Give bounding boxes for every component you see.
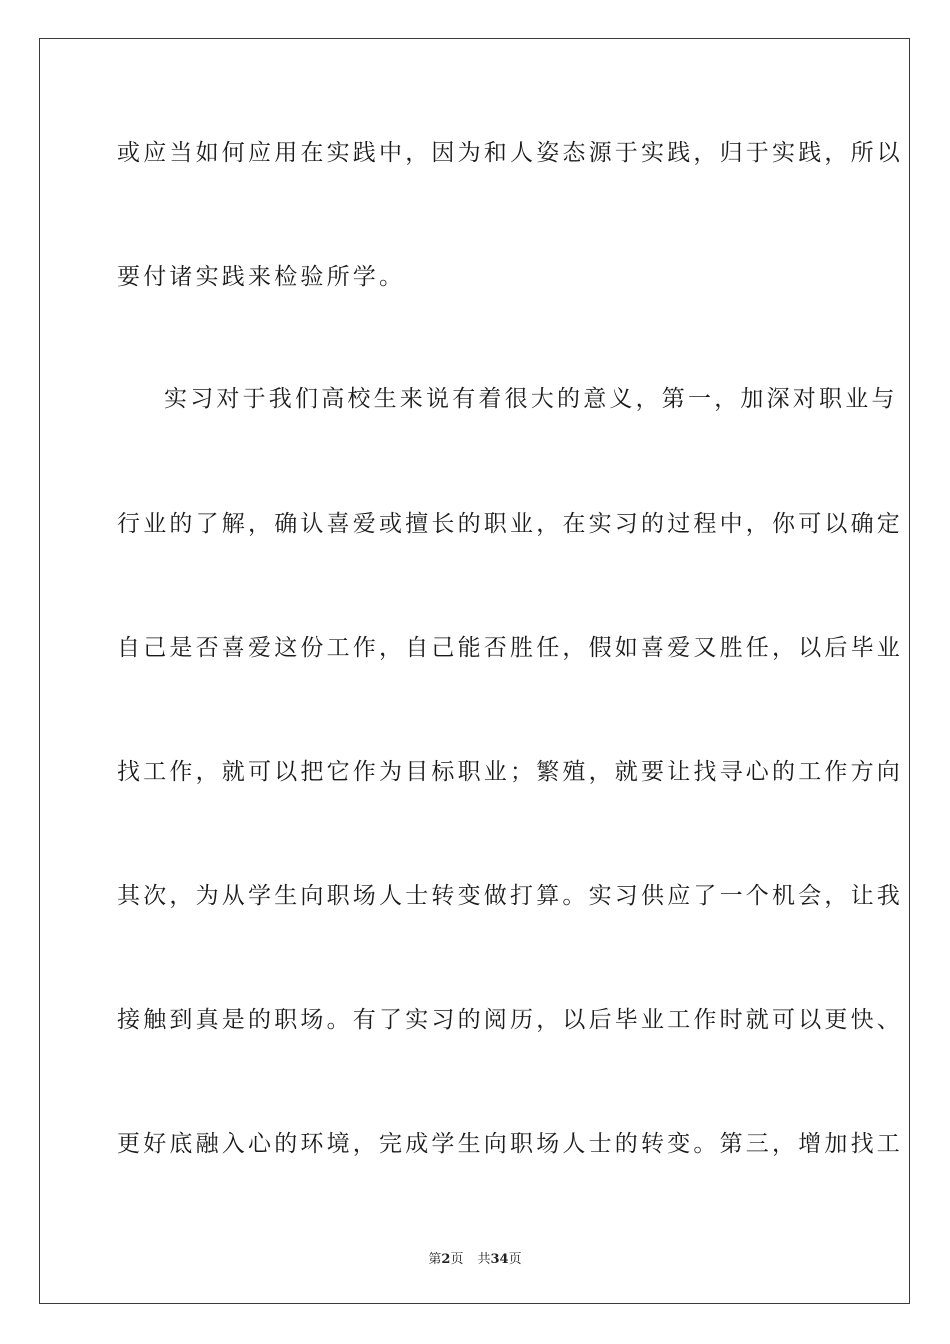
text-line: 找工作，就可以把它作为目标职业；繁殖，就要让找寻心的工作方向: [117, 759, 903, 785]
total-prefix: 共: [477, 1252, 491, 1267]
page-frame: [39, 38, 910, 1304]
page-prefix: 第: [428, 1252, 442, 1267]
page-suffix: 页: [450, 1252, 464, 1267]
text-line: 行业的了解，确认喜爱或擅长的职业，在实习的过程中，你可以确定: [117, 511, 903, 537]
text-line: 其次，为从学生向职场人士转变做打算。实习供应了一个机会，让我: [117, 883, 903, 909]
paragraph-first-line: 实习对于我们高校生来说有着很大的意义，第一，加深对职业与: [164, 386, 898, 412]
total-suffix: 页: [508, 1252, 522, 1267]
text-line: 要付诸实践来检验所学。: [117, 264, 406, 290]
text-line: 接触到真是的职场。有了实习的阅历，以后毕业工作时就可以更快、: [117, 1007, 903, 1033]
total-page-number: 34: [490, 1252, 509, 1267]
text-line: 或应当如何应用在实践中，因为和人姿态源于实践，归于实践，所以: [117, 140, 903, 166]
text-line: 自己是否喜爱这份工作，自己能否胜任，假如喜爱又胜任，以后毕业: [117, 635, 903, 661]
text-line: 更好底融入心的环境，完成学生向职场人士的转变。第三，增加找工: [117, 1131, 903, 1157]
page-footer: [0, 1248, 950, 1267]
current-page-number: 2: [441, 1252, 451, 1267]
